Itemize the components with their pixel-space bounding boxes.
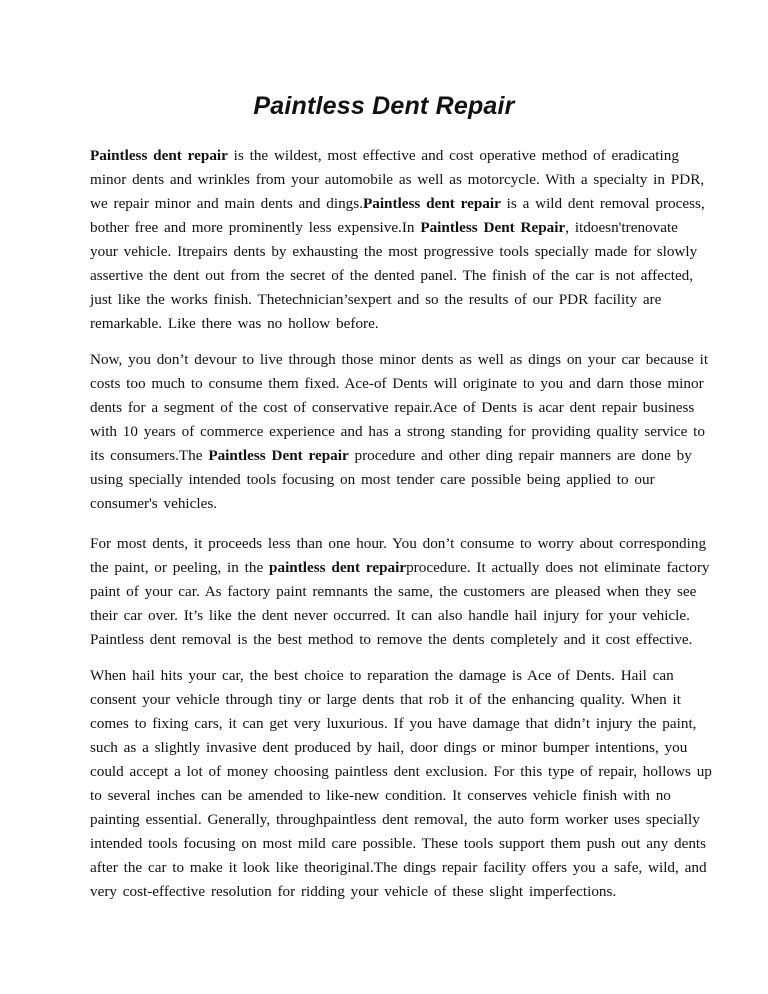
text-line: minor dents and wrinkles from your automobile as well as motorcycle. With a specialty in PDR,	[90, 171, 705, 188]
text-line: Paintless dent repair is the wildest, most effective and cost operative method of eradicating	[90, 147, 679, 164]
text-line: just like the works finish. Thetechnician’sexpert and so the results of our PDR facility are	[90, 291, 662, 308]
text-line: very cost-effective resolution for ridding your vehicle of these slight imperfections.	[90, 883, 617, 900]
text-line: such as a slightly invasive dent produced by hail, door dings or minor bumper intentions, you	[90, 739, 688, 756]
text-line: Paintless dent removal is the best method to remove the dents completely and it cost effective.	[90, 631, 693, 648]
text-line: could accept a lot of money choosing paintless dent exclusion. For this type of repair, hollows up	[90, 763, 712, 780]
text-line: to several inches can be amended to like-new condition. It conserves vehicle finish with no	[90, 787, 671, 804]
text-line: consumer's vehicles.	[90, 495, 218, 512]
text-line: intended tools focusing on most mild care possible. These tools support them push out any dents	[90, 835, 707, 852]
text-line: comes to fixing cars, it can get very luxurious. If you have damage that didn’t injury the paint,	[90, 715, 697, 732]
text-line: For most dents, it proceeds less than one hour. You don’t consume to worry about corresponding	[90, 535, 707, 552]
text-line: their car over. It’s like the dent never occurred. It can also handle hail injury for your vehicle.	[90, 607, 690, 624]
text-line: remarkable. Like there was no hollow before.	[90, 315, 379, 332]
paragraph-4	[90, 664, 712, 904]
text-line: the paint, or peeling, in the paintless dent repairprocedure. It actually does not eliminate factory	[90, 559, 710, 576]
text-line: consent your vehicle through tiny or large dents that rob it of the enhancing quality. When it	[90, 691, 681, 708]
text-line: dents for a segment of the cost of conservative repair.Ace of Dents is acar dent repair business	[90, 399, 695, 416]
text-line: Now, you don’t devour to live through those minor dents as well as dings on your car because it	[90, 351, 709, 368]
text-line: painting essential. Generally, throughpaintless dent removal, the auto form worker uses specially	[90, 811, 700, 828]
text-line: assertive the dent out from the secret of the dented panel. The finish of the car is not affected,	[90, 267, 694, 284]
text-line: we repair minor and main dents and dings.Paintless dent repair is a wild dent removal process,	[90, 195, 705, 212]
text-line: costs too much to consume them fixed. Ace-of Dents will originate to you and darn those minor	[90, 375, 704, 392]
text-line: bother free and more prominently less expensive.In Paintless Dent Repair, itdoesn'trenovate	[90, 219, 678, 236]
text-line: paint of your car. As factory paint remnants the same, the customers are pleased when they see	[90, 583, 697, 600]
text-line: using specially intended tools focusing on most tender care possible being applied to our	[90, 471, 655, 488]
text-line: When hail hits your car, the best choice to reparation the damage is Ace of Dents. Hail can	[90, 667, 674, 684]
paragraph-2	[90, 348, 708, 516]
text-line: after the car to make it look like theoriginal.The dings repair facility offers you a safe, wild, and	[90, 859, 707, 876]
paragraph-1	[90, 144, 705, 336]
text-line: its consumers.The Paintless Dent repair procedure and other ding repair manners are done by	[90, 447, 692, 464]
paragraph-3	[90, 532, 709, 652]
text-line: with 10 years of commerce experience and has a strong standing for providing quality service to	[90, 423, 705, 440]
page-title: Paintless Dent Repair	[253, 92, 515, 120]
text-line: your vehicle. Itrepairs dents by exhausting the most progressive tools specially made for slowly	[90, 243, 698, 260]
